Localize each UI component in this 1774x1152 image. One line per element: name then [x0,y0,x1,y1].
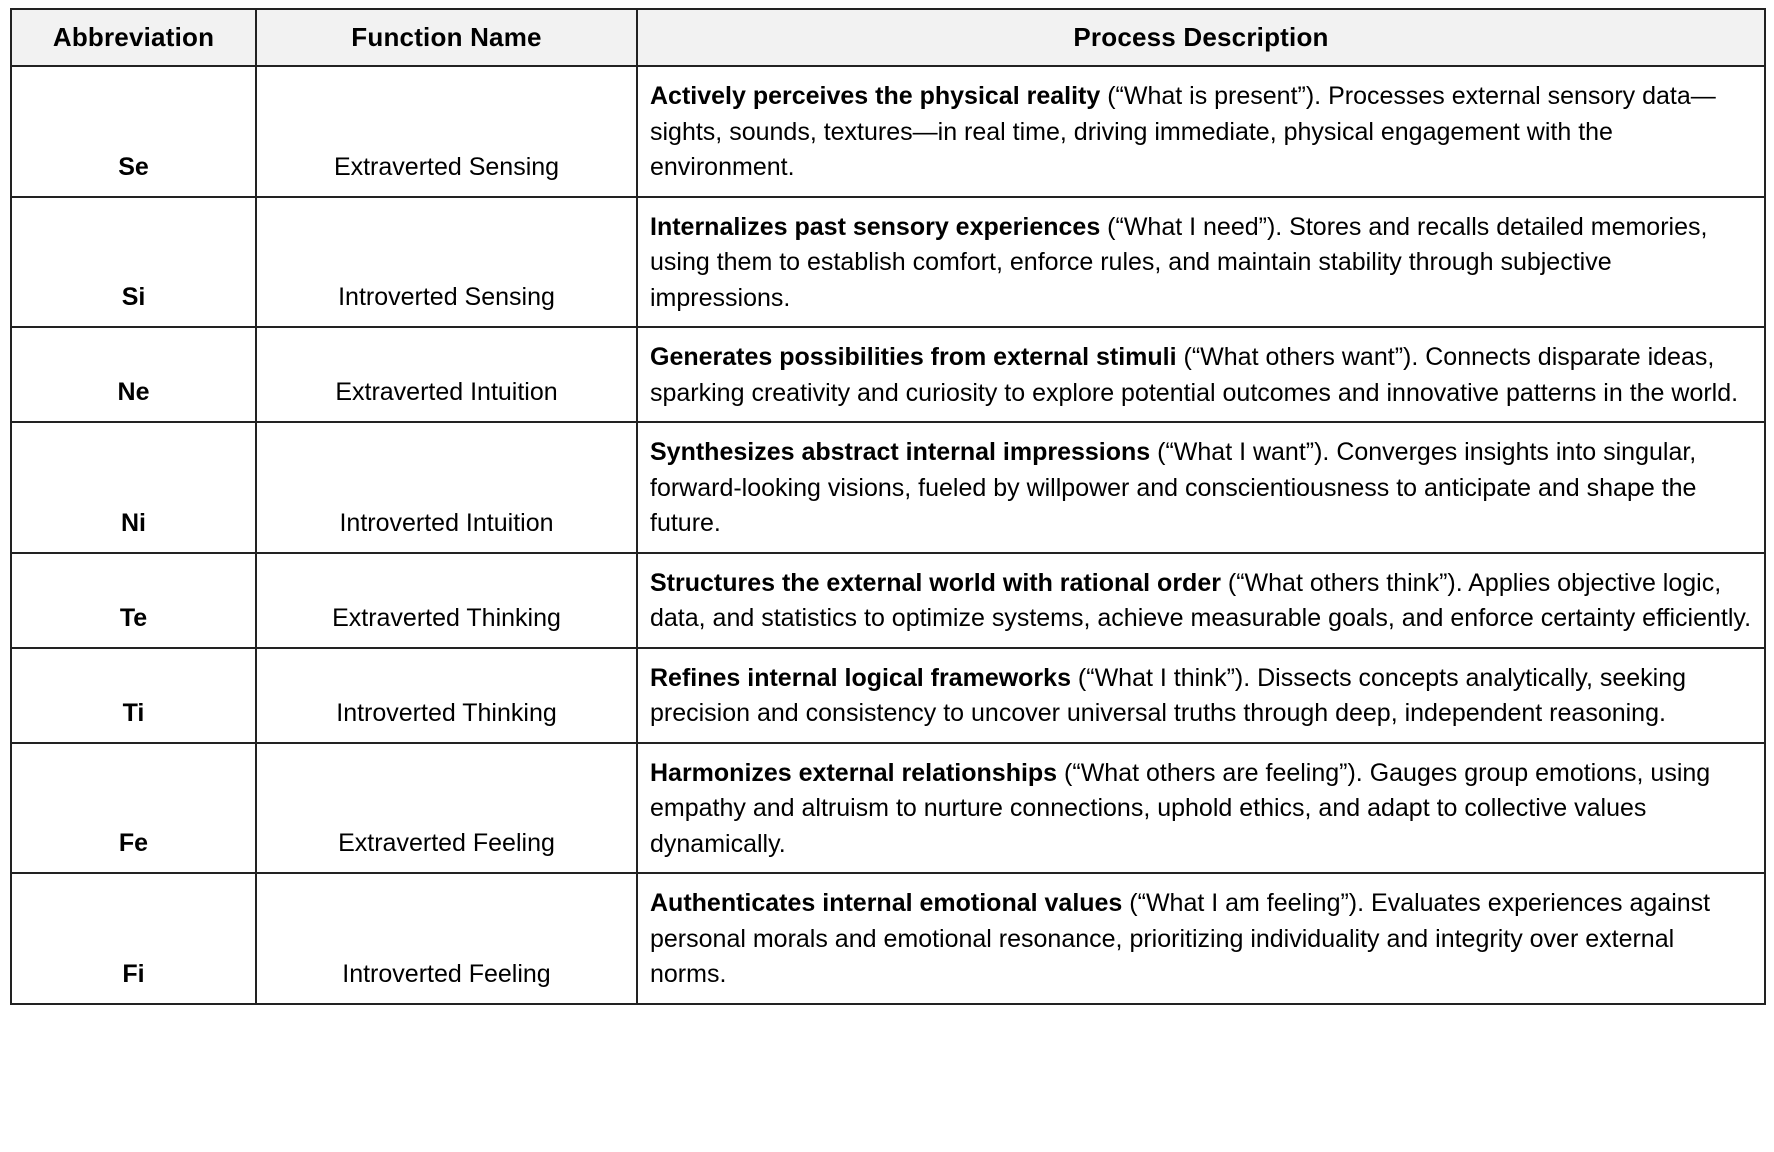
cell-process-description [637,648,1765,743]
table-header [11,9,1765,66]
description-rest: (“What I need”). Stores and recalls detailed memories, using them to establish comfort, enforce rules, and maintain stability through subjective impressions. [650,212,1708,312]
table-row [11,873,1765,1004]
table-row [11,422,1765,553]
description-lead: Internalizes past sensory experiences [650,212,1101,241]
description-lead: Authenticates internal emotional values [650,889,1123,917]
description-lead: Actively perceives the physical reality [650,82,1101,110]
table-row [11,197,1765,328]
table-row [11,327,1765,422]
description-lead: Refines internal logical frameworks [650,663,1071,692]
cell-function-name: Extraverted Feeling [256,743,637,874]
table-row [11,743,1765,874]
cell-function-name: Introverted Sensing [256,197,637,328]
column-header-function-name: Function Name [256,9,637,66]
cell-function-name: Introverted Thinking [256,648,637,743]
cell-process-description [637,873,1765,1004]
cell-process-description [637,743,1765,874]
cell-abbreviation: Ne [11,327,256,422]
description-rest: (“What I think”). Dissects concepts analytically, seeking precision and consistency to uncover universal truths through deep, independent reasoning. [650,663,1687,727]
cell-function-name: Introverted Intuition [256,422,637,553]
cell-process-description [637,66,1765,197]
cell-abbreviation: Fi [11,873,256,1004]
cell-function-name: Introverted Feeling [256,873,637,1004]
description-rest: (“What is present”). Processes external sensory data—sights, sounds, textures—in real time, driving immediate, physical engagement with the environment. [650,82,1716,181]
cell-function-name: Extraverted Sensing [256,66,637,197]
cell-abbreviation: Se [11,66,256,197]
description-rest: (“What I want”). Converges insights into singular, forward-looking visions, fueled by willpower and conscientiousness to anticipate and shape the future. [650,438,1697,537]
cell-abbreviation: Ni [11,422,256,553]
description-lead: Synthesizes abstract internal impressions [650,438,1151,466]
cell-process-description [637,422,1765,553]
cell-abbreviation: Si [11,197,256,328]
cognitive-functions-table [10,8,1766,1005]
cell-abbreviation: Te [11,553,256,648]
description-lead: Generates possibilities from external stimuli [650,343,1177,371]
description-rest: (“What others want”). Connects disparate ideas, sparking creativity and curiosity to explore potential outcomes and innovative patterns in the world. [650,343,1739,407]
cell-process-description [637,553,1765,648]
description-lead: Harmonizes external relationships [650,758,1058,787]
header-row [11,9,1765,66]
cell-abbreviation: Fe [11,743,256,874]
description-rest: (“What others think”). Applies objective logic, data, and statistics to optimize systems, achieve measurable goals, and enforce certainty efficiently. [650,568,1752,632]
description-lead: Structures the external world with rational order [650,568,1221,597]
cell-function-name: Extraverted Thinking [256,553,637,648]
cell-process-description [637,197,1765,328]
description-rest: (“What others are feeling”). Gauges group emotions, using empathy and altruism to nurture connections, uphold ethics, and adapt to collective values dynamically. [650,758,1711,858]
table-row [11,553,1765,648]
cell-function-name: Extraverted Intuition [256,327,637,422]
table-body [11,66,1765,1004]
table-row [11,66,1765,197]
cell-process-description [637,327,1765,422]
cell-abbreviation: Ti [11,648,256,743]
table-row [11,648,1765,743]
column-header-process-description: Process Description [637,9,1765,66]
description-rest: (“What I am feeling”). Evaluates experiences against personal morals and emotional resonance, prioritizing individuality and integrity over external norms. [650,889,1711,988]
column-header-abbreviation: Abbreviation [11,9,256,66]
